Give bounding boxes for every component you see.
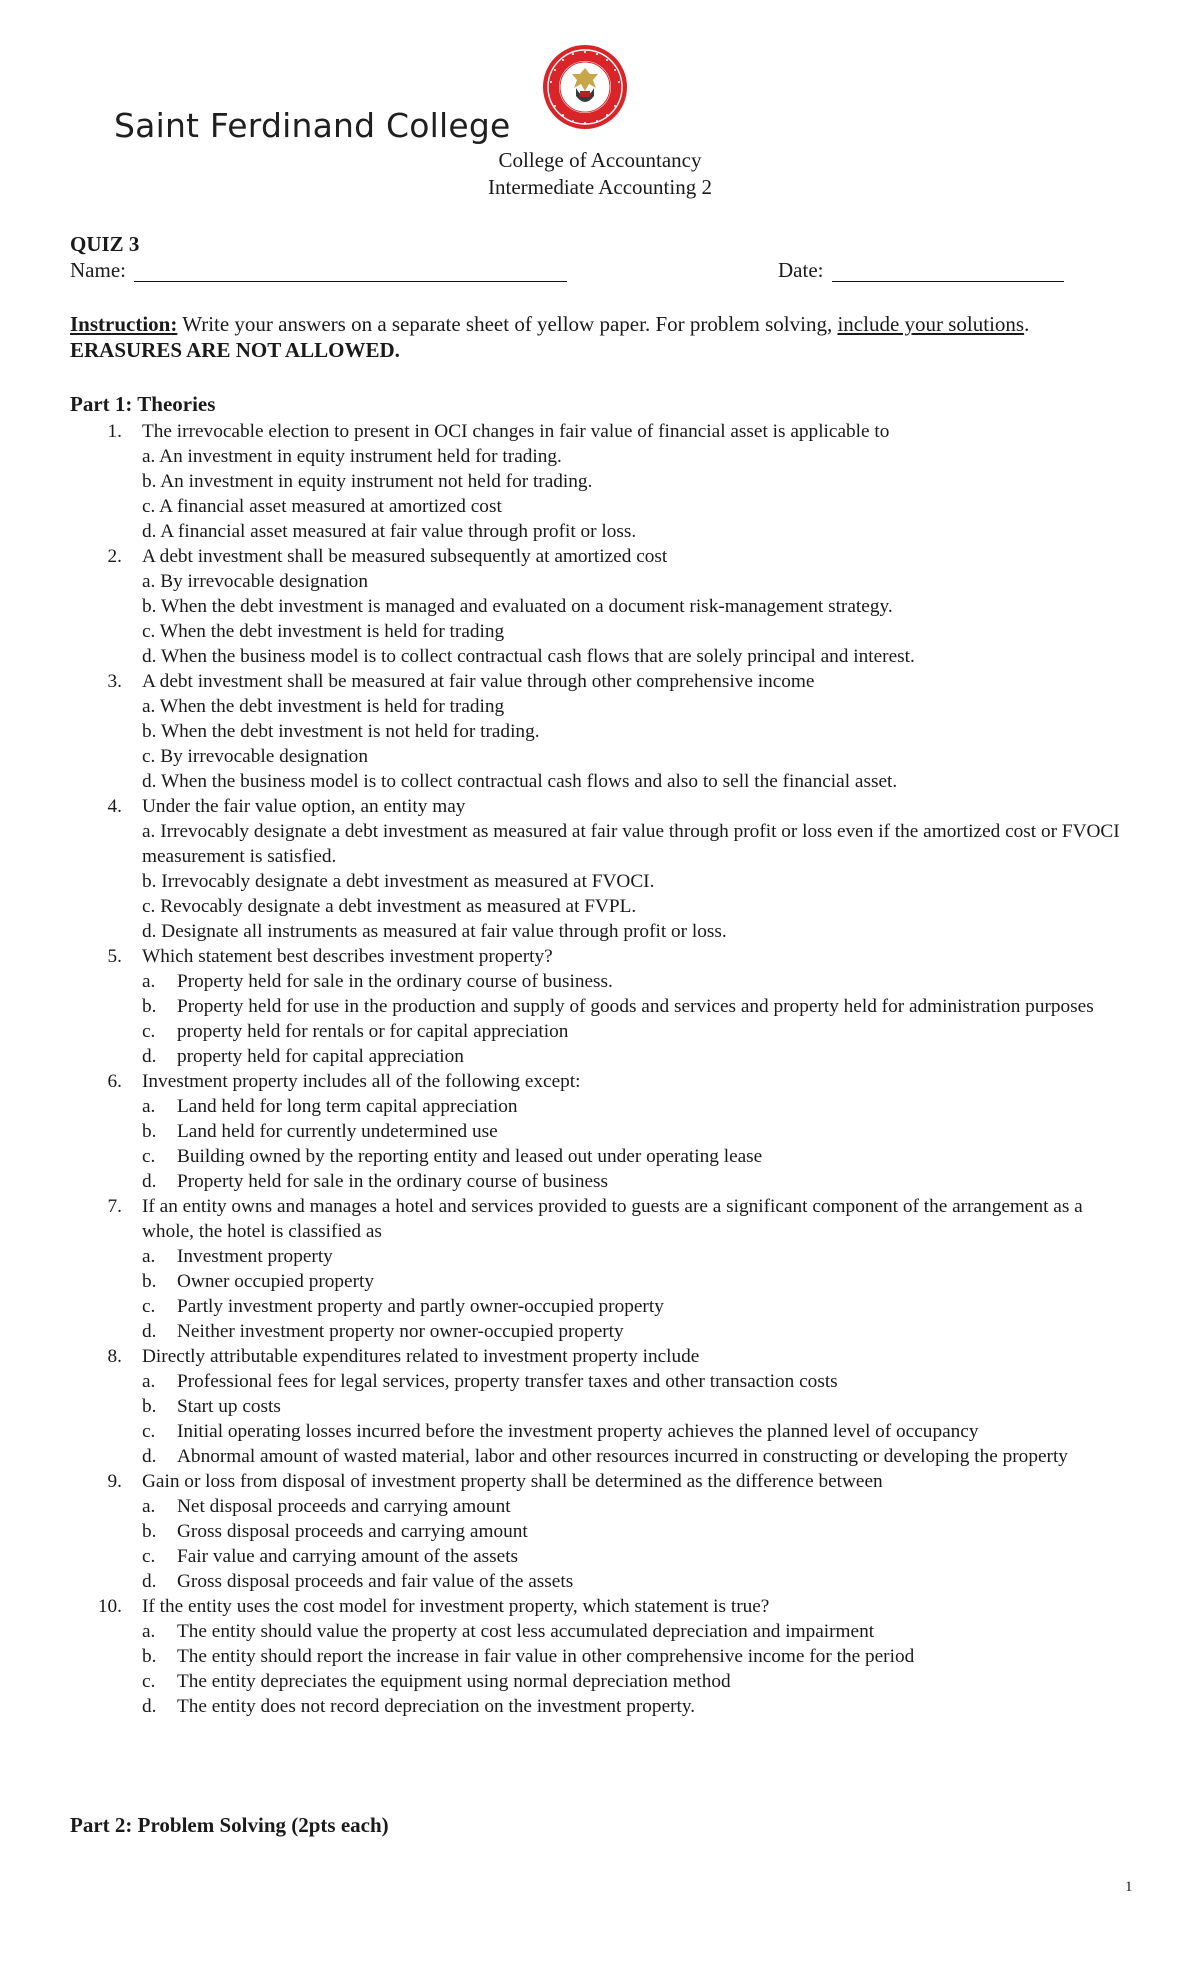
option-letter: c.: [142, 1546, 156, 1567]
option-letter: c.: [142, 896, 156, 917]
college-seal-icon: [542, 44, 628, 130]
option-letter: d.: [142, 1046, 157, 1067]
page-number: 1: [1125, 1879, 1133, 1895]
answer-option: [0, 1369, 1200, 1394]
option-list: [0, 1094, 1200, 1194]
answer-option: [0, 1269, 1200, 1294]
question-item: [0, 544, 1200, 669]
instruction-underlined: include your solutions: [837, 312, 1025, 336]
option-text: The entity should report the increase in fair value in other comprehensive income for the period: [177, 1646, 915, 1667]
option-text: An investment in equity instrument held for trading.: [159, 446, 562, 467]
answer-option: [0, 1419, 1200, 1444]
option-letter: b.: [142, 996, 157, 1017]
question-number: 8.: [107, 1346, 122, 1367]
question-item: [0, 1469, 1200, 1594]
option-text: Designate all instruments as measured at fair value through profit or loss.: [161, 921, 727, 942]
option-text: Abnormal amount of wasted material, labor and other resources incurred in constructing or developing the property: [177, 1446, 1068, 1467]
option-letter: c.: [142, 1021, 156, 1042]
answer-option: [0, 1144, 1200, 1169]
option-letter: a.: [142, 1246, 156, 1267]
option-letter: a.: [142, 571, 156, 592]
option-text: Initial operating losses incurred before the investment property achieves the planned level of occupancy: [177, 1421, 979, 1442]
option-text: Property held for sale in the ordinary course of business: [177, 1171, 609, 1192]
option-list: [0, 1619, 1200, 1719]
option-text: Land held for long term capital appreciation: [177, 1096, 518, 1117]
question-number: 2.: [107, 546, 122, 567]
option-letter: d.: [142, 521, 157, 542]
instruction-label: Instruction:: [70, 312, 178, 336]
question-number: 5.: [107, 946, 122, 967]
option-text: Net disposal proceeds and carrying amount: [177, 1496, 511, 1517]
option-list: [0, 969, 1200, 1069]
option-letter: d.: [142, 1321, 157, 1342]
part2-title: Part 2: Problem Solving (2pts each): [70, 1813, 389, 1837]
question-number: 10.: [97, 1596, 122, 1617]
answer-option: [0, 1319, 1200, 1344]
option-text: Irrevocably designate a debt investment as measured at FVOCI.: [161, 871, 655, 892]
option-list: [0, 1369, 1200, 1469]
answer-option: [142, 619, 1132, 644]
option-letter: a.: [142, 1621, 156, 1642]
question-text: A debt investment shall be measured at fair value through other comprehensive income: [142, 671, 815, 692]
option-text: When the debt investment is held for trading: [159, 696, 505, 717]
option-list: [0, 1494, 1200, 1594]
option-letter: b.: [142, 1271, 157, 1292]
answer-option: [0, 1394, 1200, 1419]
option-letter: d.: [142, 646, 157, 667]
answer-option: [0, 1569, 1200, 1594]
answer-option: [0, 1169, 1200, 1194]
answer-option: [142, 644, 1132, 669]
name-blank-line: [134, 281, 567, 282]
answer-option: [0, 1044, 1200, 1069]
option-list: [0, 444, 1200, 544]
option-text: Start up costs: [177, 1396, 281, 1417]
option-text: Professional fees for legal services, property transfer taxes and other transaction costs: [177, 1371, 838, 1392]
answer-option: [142, 919, 1132, 944]
question-item: [0, 1594, 1200, 1719]
date-blank-line: [832, 281, 1064, 282]
course-name: Intermediate Accounting 2: [488, 175, 712, 199]
quiz-title: QUIZ 3: [70, 232, 140, 256]
answer-option: [0, 1644, 1200, 1669]
question-number: 1.: [107, 421, 122, 442]
option-text: A financial asset measured at amortized cost: [159, 496, 502, 517]
option-text: Property held for use in the production and supply of goods and services and property held for administration purposes: [177, 996, 1094, 1017]
option-letter: b.: [142, 871, 157, 892]
answer-option: [142, 569, 1132, 594]
answer-option: [0, 1244, 1200, 1269]
option-text: property held for capital appreciation: [177, 1046, 464, 1067]
answer-option: [142, 719, 1132, 744]
option-letter: a.: [142, 696, 156, 717]
option-text: The entity should value the property at cost less accumulated depreciation and impairment: [177, 1621, 875, 1642]
option-list: [0, 1244, 1200, 1344]
option-letter: d.: [142, 1171, 157, 1192]
instruction-emphasis: ERASURES ARE NOT ALLOWED.: [70, 338, 400, 362]
answer-option: [0, 1494, 1200, 1519]
answer-option: [0, 994, 1200, 1019]
answer-option: [0, 1519, 1200, 1544]
option-text: Gross disposal proceeds and carrying amount: [177, 1521, 528, 1542]
question-number: 3.: [107, 671, 122, 692]
option-letter: c.: [142, 496, 156, 517]
option-text: Property held for sale in the ordinary course of business.: [177, 971, 613, 992]
option-letter: d.: [142, 921, 157, 942]
option-letter: c.: [142, 1671, 156, 1692]
option-letter: c.: [142, 621, 156, 642]
option-letter: a.: [142, 1496, 156, 1517]
question-item: [0, 669, 1200, 794]
answer-option: [0, 1669, 1200, 1694]
option-letter: c.: [142, 1146, 156, 1167]
option-text: Building owned by the reporting entity and leased out under operating lease: [177, 1146, 763, 1167]
answer-option: [142, 594, 1132, 619]
name-label: Name:: [70, 258, 126, 282]
date-label: Date:: [778, 258, 824, 282]
question-text: Under the fair value option, an entity may: [142, 796, 466, 817]
question-text: If an entity owns and manages a hotel and services provided to guests are a significant component of the arrangement as a whole, the hotel is classified as: [142, 1196, 1083, 1242]
option-text: The entity depreciates the equipment using normal depreciation method: [177, 1671, 731, 1692]
option-text: An investment in equity instrument not held for trading.: [160, 471, 593, 492]
option-text: When the debt investment is not held for trading.: [160, 721, 540, 742]
answer-option: [142, 444, 1132, 469]
option-letter: a.: [142, 446, 156, 467]
option-letter: a.: [142, 821, 156, 842]
option-letter: c.: [142, 1421, 156, 1442]
option-text: Fair value and carrying amount of the assets: [177, 1546, 519, 1567]
answer-option: [142, 894, 1132, 919]
option-text: Investment property: [177, 1246, 333, 1267]
answer-option: [0, 1094, 1200, 1119]
answer-option: [0, 1619, 1200, 1644]
question-item: [0, 419, 1200, 544]
option-letter: b.: [142, 1396, 157, 1417]
option-letter: a.: [142, 1096, 156, 1117]
answer-option: [142, 494, 1132, 519]
question-item: [0, 1069, 1200, 1194]
option-text: A financial asset measured at fair value through profit or loss.: [160, 521, 637, 542]
option-text: Owner occupied property: [177, 1271, 375, 1292]
option-text: Neither investment property nor owner-occupied property: [177, 1321, 624, 1342]
option-text: When the business model is to collect contractual cash flows and also to sell the financial asset.: [160, 771, 898, 792]
part1-title: Part 1: Theories: [70, 392, 216, 416]
question-text: The irrevocable election to present in OCI changes in fair value of financial asset is applicable to: [142, 421, 890, 442]
option-letter: b.: [142, 1121, 157, 1142]
question-text: Which statement best describes investment property?: [142, 946, 553, 967]
question-item: [0, 944, 1200, 1069]
option-text: When the business model is to collect contractual cash flows that are solely principal and interest.: [160, 646, 915, 667]
option-letter: b.: [142, 721, 157, 742]
option-text: Irrevocably designate a debt investment as measured at fair value through profit or loss even if the amortized cost or FVOCI measurement is satisfied.: [142, 821, 1120, 867]
answer-option: [0, 1294, 1200, 1319]
question-item: [0, 794, 1200, 944]
answer-option: [142, 694, 1132, 719]
instruction-text-2: .: [1024, 312, 1030, 336]
college-name: Saint Ferdinand College: [114, 106, 511, 145]
option-list: [0, 569, 1200, 669]
option-text: When the debt investment is held for trading: [159, 621, 505, 642]
question-text: Gain or loss from disposal of investment property shall be determined as the difference between: [142, 1471, 883, 1492]
question-item: [0, 1194, 1200, 1344]
option-letter: b.: [142, 471, 157, 492]
question-number: 9.: [107, 1471, 122, 1492]
option-text: Partly investment property and partly owner-occupied property: [177, 1296, 664, 1317]
option-text: property held for rentals or for capital appreciation: [177, 1021, 569, 1042]
instruction-text-1: Write your answers on a separate sheet of yellow paper. For problem solving,: [177, 312, 838, 336]
answer-option: [0, 1444, 1200, 1469]
answer-option: [0, 1694, 1200, 1719]
question-text: If the entity uses the cost model for investment property, which statement is true?: [142, 1596, 770, 1617]
answer-option: [0, 1119, 1200, 1144]
option-list: [0, 819, 1200, 944]
option-letter: d.: [142, 771, 157, 792]
option-letter: c.: [142, 1296, 156, 1317]
option-list: [0, 694, 1200, 794]
question-number: 4.: [107, 796, 122, 817]
option-text: By irrevocable designation: [160, 571, 368, 592]
option-letter: a.: [142, 1371, 156, 1392]
answer-option: [0, 969, 1200, 994]
question-text: Investment property includes all of the following except:: [142, 1071, 581, 1092]
answer-option: [142, 519, 1132, 544]
question-number: 6.: [107, 1071, 122, 1092]
answer-option: [142, 469, 1132, 494]
option-text: By irrevocable designation: [160, 746, 368, 767]
instruction-paragraph: [70, 311, 1130, 363]
answer-option: [142, 819, 1132, 869]
option-text: Land held for currently undetermined use: [177, 1121, 498, 1142]
question-list: [0, 419, 1200, 1719]
answer-option: [142, 869, 1132, 894]
question-text: A debt investment shall be measured subsequently at amortized cost: [142, 546, 668, 567]
option-letter: d.: [142, 1446, 157, 1467]
question-number: 7.: [107, 1196, 122, 1217]
option-text: Gross disposal proceeds and fair value of the assets: [177, 1571, 574, 1592]
option-text: When the debt investment is managed and evaluated on a document risk-management strategy.: [160, 596, 893, 617]
department-name: College of Accountancy: [498, 148, 702, 172]
option-letter: d.: [142, 1696, 157, 1717]
option-letter: d.: [142, 1571, 157, 1592]
answer-option: [142, 769, 1132, 794]
option-letter: b.: [142, 596, 157, 617]
answer-option: [0, 1544, 1200, 1569]
option-letter: a.: [142, 971, 156, 992]
option-letter: b.: [142, 1646, 157, 1667]
question-text: Directly attributable expenditures related to investment property include: [142, 1346, 700, 1367]
answer-option: [142, 744, 1132, 769]
option-letter: c.: [142, 746, 156, 767]
answer-option: [0, 1019, 1200, 1044]
question-item: [0, 1344, 1200, 1469]
option-text: The entity does not record depreciation on the investment property.: [177, 1696, 696, 1717]
option-letter: b.: [142, 1521, 157, 1542]
option-text: Revocably designate a debt investment as measured at FVPL.: [160, 896, 637, 917]
